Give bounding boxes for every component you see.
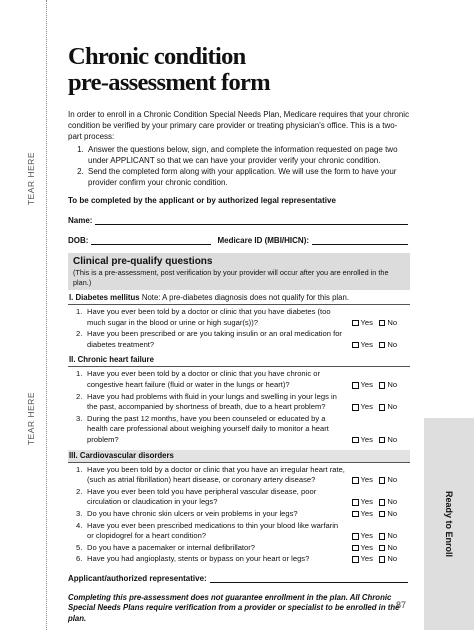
yes-option[interactable]	[352, 318, 373, 329]
representative-signature-row	[68, 573, 410, 584]
question-item	[68, 521, 410, 543]
applicant-heading: To be completed by the applicant or by authorized legal representative	[68, 196, 336, 205]
yes-no-choice	[352, 554, 410, 565]
yes-checkbox[interactable]	[352, 545, 359, 552]
no-option[interactable]	[379, 543, 397, 554]
question-text: Have you had problems with fluid in your lungs and swelling in your legs in the past, accompanied by shortness of breath, due to a heart problem?	[87, 391, 337, 412]
question-text: Have you ever been told by a doctor or clinic that you have diabetes (too much sugar in the blood or urine or high sugar(s))?	[87, 307, 331, 327]
title-line-1: Chronic condition	[68, 43, 246, 70]
dob-medicare-row	[68, 235, 410, 246]
section-title: II. Chronic heart failure	[69, 355, 154, 365]
dob-label: DOB:	[68, 236, 89, 245]
section-title: III. Cardiovascular disorders	[69, 450, 174, 460]
yes-option[interactable]	[352, 497, 373, 508]
yes-option[interactable]	[352, 402, 373, 413]
question-number: 2.	[76, 391, 83, 401]
question-text: During the past 12 months, have you been counseled or educated by a health care professional about weighing yourself daily to monitor a heart problem?	[87, 413, 329, 444]
no-option[interactable]	[379, 402, 397, 413]
question-number: 1.	[76, 369, 83, 379]
process-step: 2. Send the completed form along with your application. We will use the form to have your provider confirm your chronic condition.	[86, 166, 410, 188]
question-text: Have you been prescribed or are you taking insulin or an oral medication for diabetes treatment?	[87, 329, 342, 349]
yes-label: Yes	[360, 531, 373, 541]
yes-label: Yes	[360, 339, 373, 349]
ready-to-enroll-label: Ready to Enroll	[444, 490, 454, 557]
question-list	[68, 305, 410, 352]
no-option[interactable]	[379, 554, 397, 565]
section-note: Note: A pre-diabetes diagnosis does not qualify for this plan.	[141, 293, 349, 302]
no-label: No	[387, 497, 398, 507]
question-text: Do you have chronic skin ulcers or vein problems in your legs?	[87, 508, 298, 518]
yes-no-choice	[352, 435, 410, 446]
medicare-id-field[interactable]	[312, 236, 408, 245]
yes-label: Yes	[360, 508, 373, 518]
section-title: I. Diabetes mellitus	[69, 293, 140, 302]
name-field-row	[68, 215, 410, 226]
question-number: 5.	[76, 542, 83, 552]
no-checkbox[interactable]	[379, 342, 386, 349]
question-number: 2.	[76, 329, 83, 339]
no-checkbox[interactable]	[379, 437, 386, 444]
question-item	[68, 392, 410, 414]
clinical-questions-subtitle: (This is a pre-assessment, post verification by your provider will occur after you are enrolled in the plan.)	[73, 268, 389, 287]
yes-no-choice	[352, 497, 410, 508]
no-checkbox[interactable]	[379, 545, 386, 552]
no-option[interactable]	[379, 531, 397, 542]
yes-option[interactable]	[352, 380, 373, 391]
yes-checkbox[interactable]	[352, 342, 359, 349]
yes-option[interactable]	[352, 509, 373, 520]
yes-label: Yes	[360, 542, 373, 552]
section-heading	[68, 354, 410, 367]
no-checkbox[interactable]	[379, 320, 386, 327]
no-checkbox[interactable]	[379, 511, 386, 518]
no-label: No	[387, 554, 398, 564]
dob-field[interactable]	[91, 236, 211, 245]
ready-to-enroll-tab	[424, 418, 474, 630]
question-number: 1.	[76, 307, 83, 316]
tear-here-label: TEAR HERE	[26, 392, 36, 446]
question-number: 4.	[76, 520, 83, 530]
name-label: Name:	[68, 216, 93, 225]
page-title	[68, 44, 410, 96]
yes-no-choice	[352, 531, 410, 542]
yes-label: Yes	[360, 554, 373, 564]
no-option[interactable]	[379, 475, 397, 486]
footer-note: Completing this pre-assessment does not guarantee enrollment in the plan. All Chronic Special Needs Plans require verification from a provider or specialist to be enrolled in the plan.	[68, 592, 400, 623]
no-checkbox[interactable]	[379, 477, 386, 484]
yes-no-choice	[352, 402, 410, 413]
yes-no-choice	[352, 475, 410, 486]
question-text: Have you had angioplasty, stents or bypass on your heart or legs?	[87, 554, 310, 564]
yes-option[interactable]	[352, 435, 373, 446]
yes-option[interactable]	[352, 475, 373, 486]
yes-label: Yes	[360, 497, 373, 507]
tear-strip	[0, 0, 56, 630]
no-checkbox[interactable]	[379, 556, 386, 563]
question-text: Have you ever been told by a doctor or clinic that you have chronic or congestive heart failure (fluid or water in the lungs or heart)?	[87, 369, 321, 389]
form-content	[68, 44, 410, 624]
question-item	[68, 554, 410, 566]
no-option[interactable]	[379, 380, 397, 391]
representative-label: Applicant/authorized representative:	[68, 573, 207, 583]
process-steps	[68, 144, 410, 188]
question-item	[68, 487, 410, 509]
yes-checkbox[interactable]	[352, 477, 359, 484]
yes-label: Yes	[360, 402, 373, 412]
yes-option[interactable]	[352, 554, 373, 565]
yes-no-choice	[352, 380, 410, 391]
question-list	[68, 463, 410, 567]
yes-option[interactable]	[352, 531, 373, 542]
yes-label: Yes	[360, 317, 373, 327]
no-checkbox[interactable]	[379, 533, 386, 540]
question-number: 1.	[76, 464, 83, 474]
question-list	[68, 367, 410, 447]
yes-no-choice	[352, 340, 410, 351]
yes-no-choice	[352, 543, 410, 554]
tear-perforation-line	[46, 0, 47, 630]
no-label: No	[387, 508, 398, 518]
yes-checkbox[interactable]	[352, 320, 359, 327]
no-label: No	[387, 317, 398, 327]
yes-checkbox[interactable]	[352, 511, 359, 518]
question-item	[68, 465, 410, 487]
name-field[interactable]	[95, 216, 408, 225]
question-item	[68, 329, 410, 351]
no-label: No	[387, 339, 398, 349]
question-item	[68, 543, 410, 555]
no-checkbox[interactable]	[379, 382, 386, 389]
yes-no-choice	[352, 509, 410, 520]
page-number: 87	[396, 600, 407, 610]
no-label: No	[387, 379, 398, 389]
no-label: No	[387, 475, 398, 485]
yes-option[interactable]	[352, 543, 373, 554]
intro-paragraph: In order to enroll in a Chronic Condition Special Needs Plan, Medicare requires that your chronic condition be verified by your primary care provider or treating physician's office. This is a two-part process:	[68, 110, 410, 141]
question-text: Do you have a pacemaker or internal defibrillator?	[87, 542, 255, 552]
yes-option[interactable]	[352, 340, 373, 351]
section-cardiovascular-disorders	[68, 450, 410, 567]
section-diabetes	[68, 292, 410, 352]
yes-checkbox[interactable]	[352, 382, 359, 389]
yes-checkbox[interactable]	[352, 556, 359, 563]
tear-here-label: TEAR HERE	[26, 152, 36, 206]
yes-checkbox[interactable]	[352, 499, 359, 506]
no-option[interactable]	[379, 497, 397, 508]
question-item	[68, 307, 410, 329]
question-text: Have you ever been told you have peripheral vascular disease, poor circulation or claudication in your legs?	[87, 486, 317, 507]
question-item	[68, 414, 410, 447]
question-item	[68, 509, 410, 521]
section-heading	[68, 450, 410, 463]
yes-label: Yes	[360, 434, 373, 444]
question-number: 3.	[76, 508, 83, 518]
yes-checkbox[interactable]	[352, 533, 359, 540]
title-line-2: pre-assessment form	[68, 69, 270, 96]
no-option[interactable]	[379, 435, 397, 446]
section-chronic-heart-failure	[68, 354, 410, 447]
section-heading	[68, 292, 410, 305]
process-step: 1. Answer the questions below, sign, and complete the information requested on page two under APPLICANT so that we can have your provider verify your chronic condition.	[86, 144, 410, 166]
no-checkbox[interactable]	[379, 499, 386, 506]
clinical-questions-title: Clinical pre-qualify questions	[73, 256, 213, 267]
yes-label: Yes	[360, 475, 373, 485]
yes-label: Yes	[360, 379, 373, 389]
yes-no-choice	[352, 318, 410, 329]
no-label: No	[387, 434, 398, 444]
question-text: Have you been told by a doctor or clinic that you have an irregular heart rate, (such as atrial fibrillation) heart disease, or coronary artery disease?	[87, 464, 345, 485]
question-number: 6.	[76, 554, 83, 564]
no-label: No	[387, 531, 398, 541]
no-label: No	[387, 402, 398, 412]
yes-checkbox[interactable]	[352, 437, 359, 444]
no-label: No	[387, 542, 398, 552]
no-checkbox[interactable]	[379, 404, 386, 411]
clinical-questions-header	[68, 253, 410, 290]
no-option[interactable]	[379, 509, 397, 520]
question-text: Have you ever been prescribed medications to thin your blood like warfarin or clopidogrel for a heart condition?	[87, 520, 339, 541]
medicare-id-label: Medicare ID (MBI/HICN):	[217, 236, 310, 245]
question-item	[68, 369, 410, 391]
yes-checkbox[interactable]	[352, 404, 359, 411]
no-option[interactable]	[379, 318, 397, 329]
question-number: 2.	[76, 486, 83, 496]
no-option[interactable]	[379, 340, 397, 351]
question-number: 3.	[76, 413, 83, 423]
representative-field[interactable]	[210, 574, 408, 583]
